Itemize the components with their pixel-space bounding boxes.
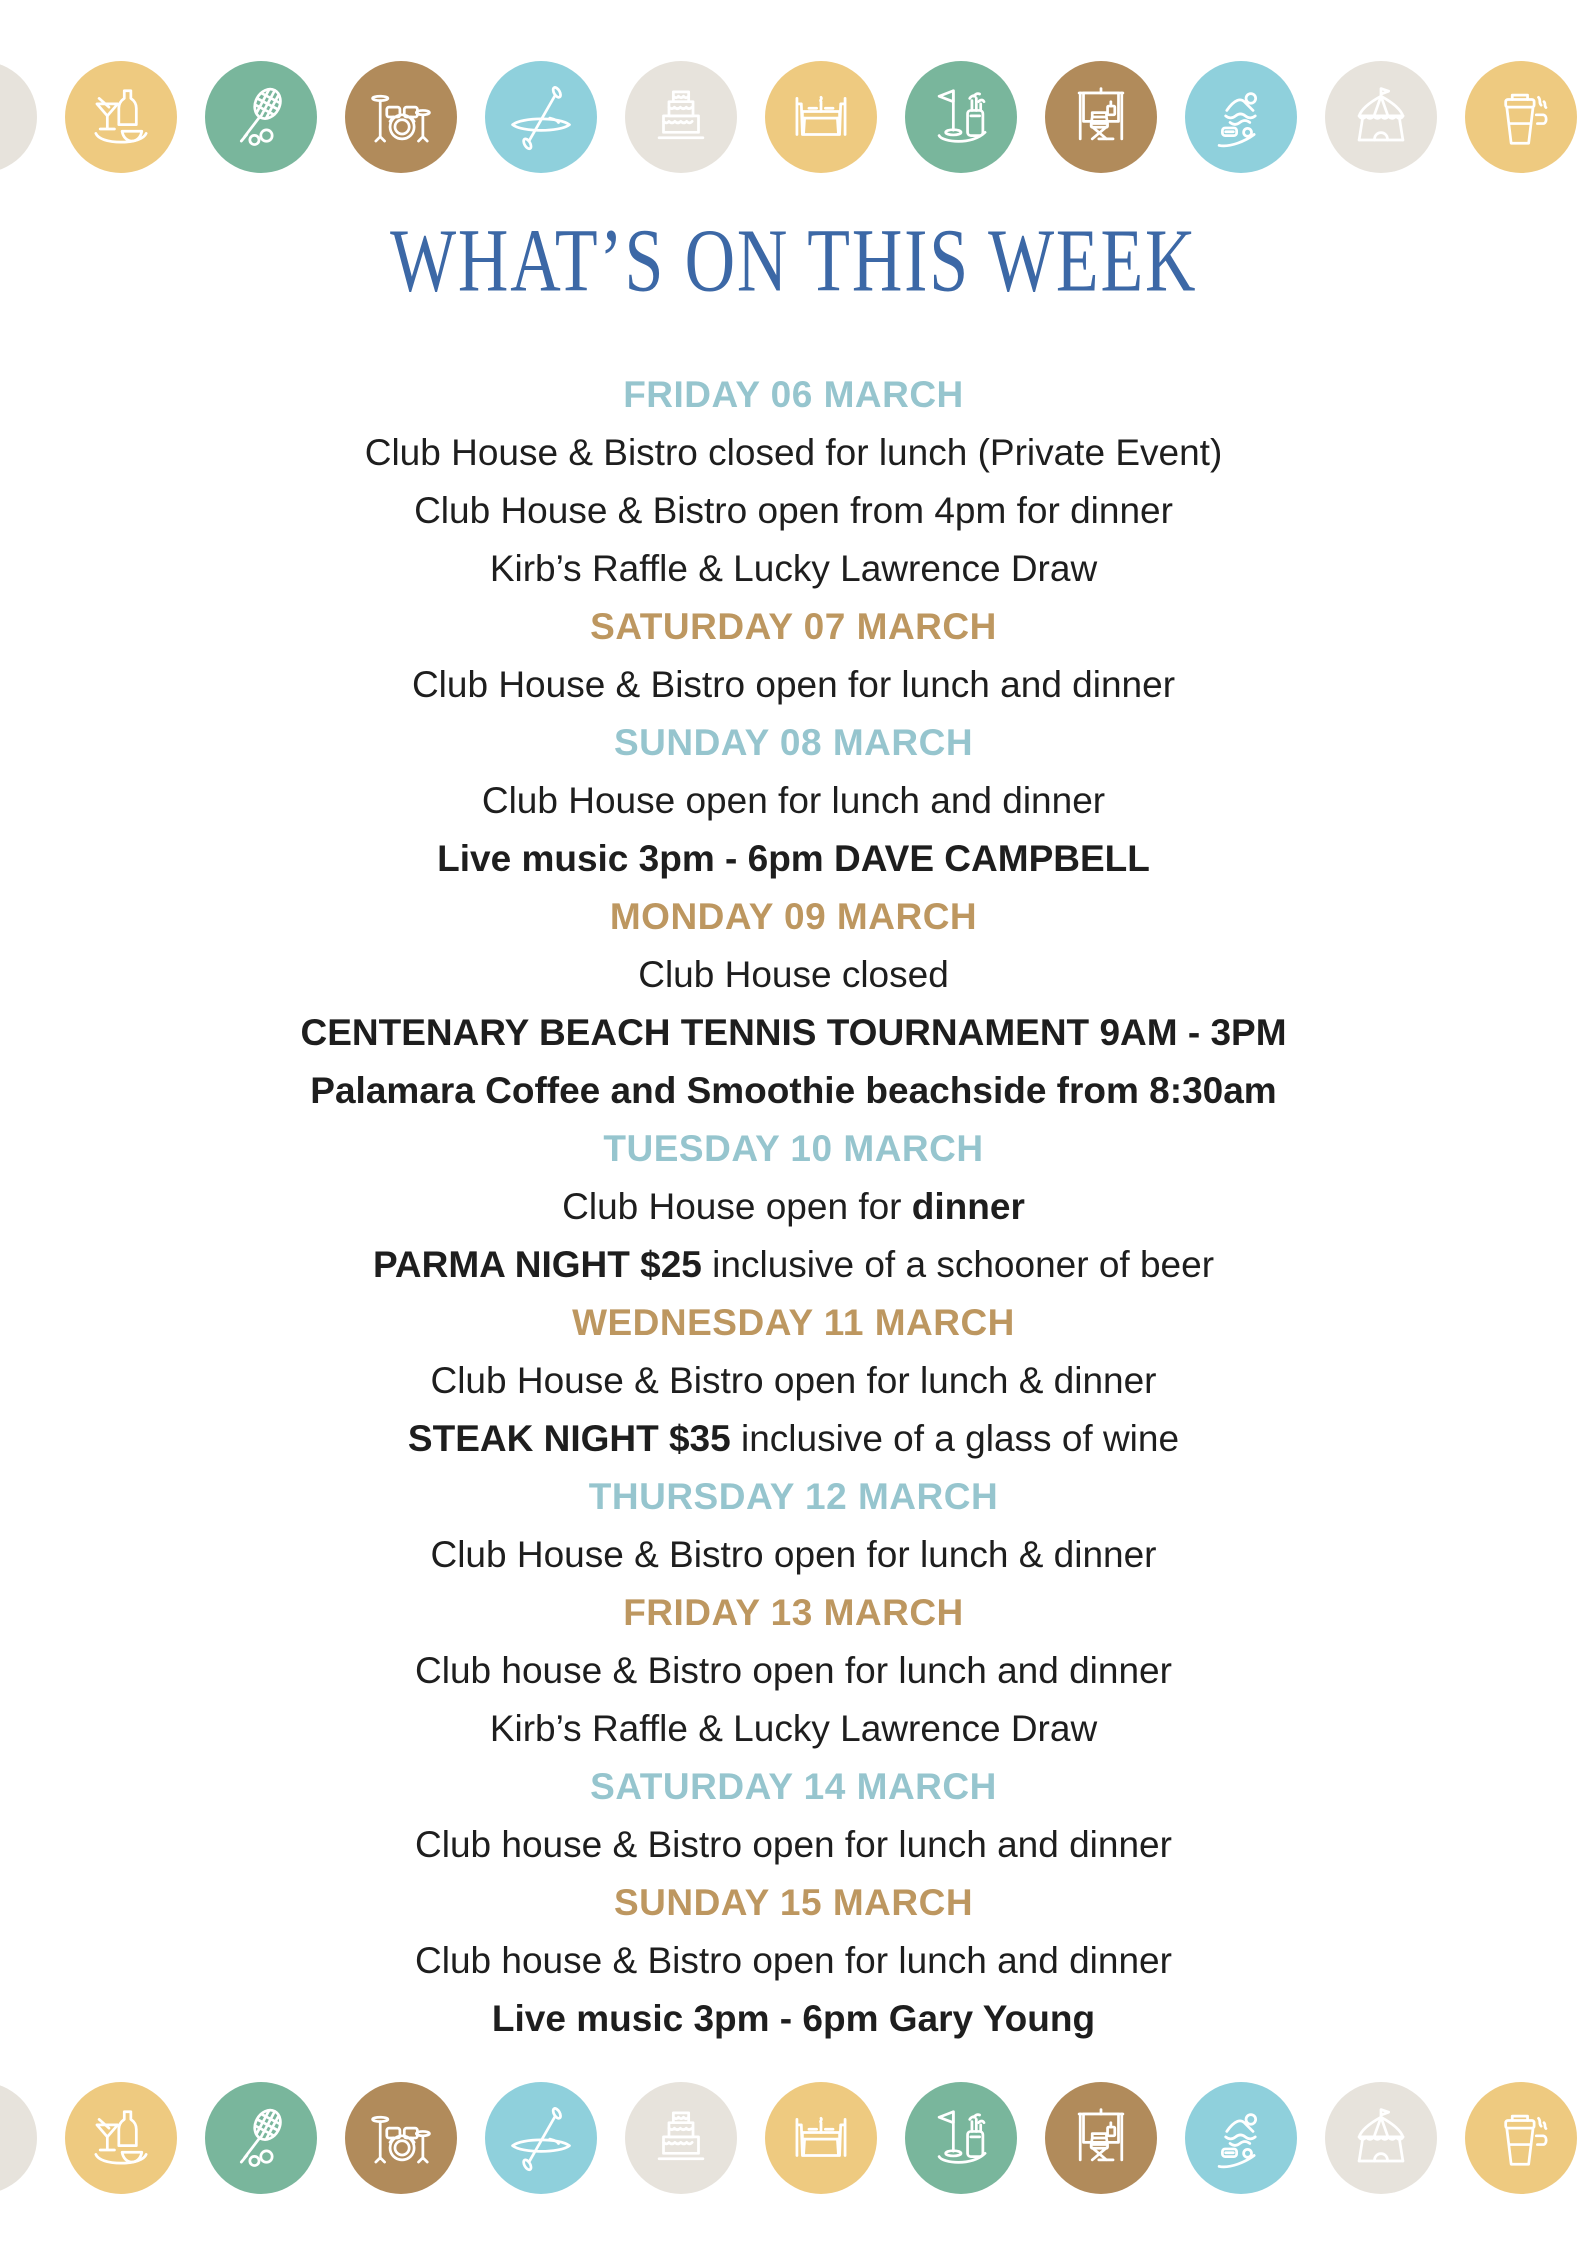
event-line: [0, 1990, 1587, 2048]
day-heading: FRIDAY 06 MARCH: [623, 374, 964, 415]
tennis-icon: [205, 61, 317, 173]
day-heading: SUNDAY 08 MARCH: [613, 722, 974, 763]
schedule: [0, 366, 1587, 2048]
circus-tent-icon: [1325, 2082, 1437, 2194]
event-text-bold: STEAK NIGHT $35: [407, 1418, 731, 1459]
event-line: [0, 1932, 1587, 1990]
event-text: Club house & Bistro open for lunch and dinner: [415, 1650, 1172, 1691]
event-line: [0, 656, 1587, 714]
wine-glass-icon: [0, 61, 37, 173]
day-heading: MONDAY 09 MARCH: [609, 896, 978, 937]
event-text: Club House open for lunch and dinner: [481, 780, 1106, 821]
kayak-icon: [485, 61, 597, 173]
event-text-bold: Live music 3pm - 6pm DAVE CAMPBELL: [437, 838, 1150, 879]
swimming-icon: [1185, 2082, 1297, 2194]
food-tray-icon: [65, 2082, 177, 2194]
event-text: inclusive of a glass of wine: [730, 1418, 1180, 1459]
event-text: Club House & Bistro closed for lunch (Private Event): [364, 432, 1223, 473]
food-tray-icon: [65, 61, 177, 173]
event-text: Club house & Bistro open for lunch and dinner: [415, 1940, 1172, 1981]
day-heading: WEDNESDAY 11 MARCH: [572, 1302, 1015, 1343]
kayak-icon: [485, 2082, 597, 2194]
day-heading: TUESDAY 10 MARCH: [603, 1128, 984, 1169]
day-heading: THURSDAY 12 MARCH: [588, 1476, 999, 1517]
event-line: [0, 946, 1587, 1004]
event-line: [0, 540, 1587, 598]
event-line: [0, 1410, 1587, 1468]
day-heading: SATURDAY 14 MARCH: [590, 1766, 997, 1807]
event-text-bold: PARMA NIGHT $25: [372, 1244, 702, 1285]
cake-icon: [625, 2082, 737, 2194]
circus-tent-icon: [1325, 61, 1437, 173]
day-heading: FRIDAY 13 MARCH: [623, 1592, 964, 1633]
event-line: [0, 1178, 1587, 1236]
event-text: inclusive of a schooner of beer: [701, 1244, 1215, 1285]
tennis-icon: [205, 2082, 317, 2194]
event-line: [0, 1700, 1587, 1758]
event-text: Club House closed: [638, 954, 949, 995]
event-text-bold: dinner: [911, 1186, 1025, 1227]
golf-icon: [905, 2082, 1017, 2194]
event-line: [0, 1526, 1587, 1584]
event-text-bold: CENTENARY BEACH TENNIS TOURNAMENT 9AM - 3PM: [300, 1012, 1287, 1053]
event-line: [0, 1004, 1587, 1062]
event-text: Kirb’s Raffle & Lucky Lawrence Draw: [489, 548, 1098, 589]
event-line: [0, 482, 1587, 540]
wine-glass-icon: [0, 2082, 37, 2194]
event-line: [0, 1642, 1587, 1700]
event-line: [0, 424, 1587, 482]
golf-icon: [905, 61, 1017, 173]
dinner-table-icon: [765, 61, 877, 173]
day-heading: SATURDAY 07 MARCH: [590, 606, 997, 647]
day-heading: SUNDAY 15 MARCH: [613, 1882, 974, 1923]
drums-icon: [345, 2082, 457, 2194]
cinema-icon: [1045, 61, 1157, 173]
event-line: [0, 830, 1587, 888]
event-line: [0, 1236, 1587, 1294]
event-line: [0, 1062, 1587, 1120]
event-text: Club House & Bistro open for lunch & dinner: [430, 1360, 1157, 1401]
page-title: WHAT’S ON THIS WEEK: [389, 211, 1198, 311]
coffee-icon: [1465, 61, 1577, 173]
event-text: Kirb’s Raffle & Lucky Lawrence Draw: [489, 1708, 1098, 1749]
title-row: [0, 211, 1587, 311]
event-text: Club House & Bistro open from 4pm for dinner: [414, 490, 1173, 531]
event-line: [0, 772, 1587, 830]
swimming-icon: [1185, 61, 1297, 173]
bottom-icon-strip: [0, 2082, 1577, 2194]
event-text: Club House open for: [562, 1186, 912, 1227]
top-icon-strip: [0, 61, 1577, 173]
event-text-bold: Palamara Coffee and Smoothie beachside from 8:30am: [310, 1070, 1277, 1111]
dinner-table-icon: [765, 2082, 877, 2194]
cinema-icon: [1045, 2082, 1157, 2194]
event-line: [0, 1816, 1587, 1874]
event-text: Club House & Bistro open for lunch and dinner: [411, 664, 1176, 705]
event-text-bold: Live music 3pm - 6pm Gary Young: [491, 1998, 1096, 2039]
drums-icon: [345, 61, 457, 173]
event-text: Club house & Bistro open for lunch and dinner: [415, 1824, 1172, 1865]
coffee-icon: [1465, 2082, 1577, 2194]
cake-icon: [625, 61, 737, 173]
event-line: [0, 1352, 1587, 1410]
event-text: Club House & Bistro open for lunch & dinner: [430, 1534, 1157, 1575]
